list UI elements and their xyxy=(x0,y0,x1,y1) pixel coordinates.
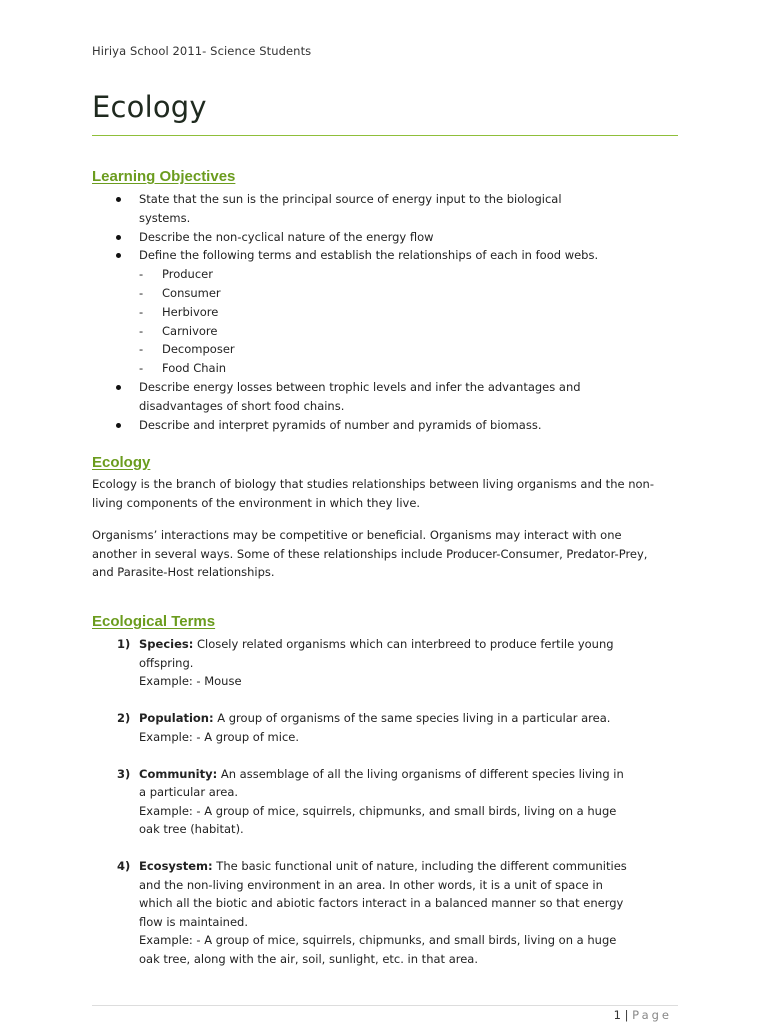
sublist-item: - Food Chain xyxy=(139,361,227,376)
bullet-icon xyxy=(116,253,121,258)
bullet-icon xyxy=(116,197,121,202)
ecology-interactions-paragraph: Organisms’ interactions may be competitive or beneficial. Organisms may interact with one another in several ways. Some of these relationships include Producer-Consumer, Predator-Prey, and Parasite-Host relationships. xyxy=(92,528,648,579)
list-item: State that the sun is the principal source of energy input to the biological systems. xyxy=(92,190,612,228)
term-label: Population: xyxy=(139,711,214,725)
term-label: Community: xyxy=(139,766,218,781)
running-header: Hiriya School 2011- Science Students xyxy=(92,44,312,58)
term-example: Example: - Mouse xyxy=(139,674,242,688)
term-definition: A group of organisms of the same species living in a particular area. xyxy=(213,711,611,725)
footer-divider xyxy=(92,1005,678,1006)
list-item: 4) Ecosystem: The basic functional unit of nature, including the different communities and the non-living environment in an area. In other words, it is a unit of space in which all the biotic and abiotic factors interact in a balanced manner so that energy flow is maintained. Example: - A group of mice, squirrels, chipmunks, and small birds, living on a huge oak tree, along with the air, soil, sunlight, etc. in that area. xyxy=(117,859,627,966)
sublist-item: - Herbivore xyxy=(139,304,219,319)
title-divider xyxy=(92,135,678,136)
term-label: Ecosystem: xyxy=(139,859,213,873)
learning-objectives-heading: Learning Objectives xyxy=(92,168,236,185)
term-example: Example: - A group of mice, squirrels, chipmunks, and small birds, living on a huge oak tree, along with the air, soil, sunlight, etc. in that area. xyxy=(139,933,617,966)
bullet-icon xyxy=(116,235,121,240)
list-item: 2) Population: A group of organisms of the same species living in a particular area. Example: - A group of mice. xyxy=(117,711,611,744)
sublist-item: - Producer xyxy=(139,267,213,282)
sublist-item: - Carnivore xyxy=(139,323,218,338)
ecological-terms-list xyxy=(92,635,632,987)
ecology-heading: Ecology xyxy=(92,454,151,471)
sublist-item: - Decomposer xyxy=(139,342,235,357)
bullet-icon xyxy=(116,423,121,428)
term-example: Example: - A group of mice. xyxy=(139,729,299,744)
list-item: 1) Species: Closely related organisms which can interbreed to produce fertile young offspring. Example: - Mouse xyxy=(117,637,614,688)
list-item: 3) Community: An assemblage of all the living organisms of different species living in a particular area. Example: - A group of mice, squirrels, chipmunks, and small birds, living on a huge oak tree (habitat). xyxy=(117,766,624,836)
term-example: Example: - A group of mice, squirrels, chipmunks, and small birds, living on a huge oak tree (habitat). xyxy=(139,803,617,836)
term-definition: The basic functional unit of nature, including the different communities and the non-living environment in an area. In other words, it is a unit of space in which all the biotic and abiotic factors interact in a balanced manner so that energy flow is maintained. xyxy=(139,859,627,929)
learning-objectives-list xyxy=(92,190,612,434)
list-item: Describe and interpret pyramids of number and pyramids of biomass. xyxy=(92,416,612,435)
term-definition: An assemblage of all the living organisms of different species living in a particular area. xyxy=(139,766,624,799)
page-label: Page xyxy=(632,1008,672,1022)
bullet-icon xyxy=(116,385,121,390)
page-title: Ecology xyxy=(92,90,207,124)
page-footer xyxy=(614,1008,672,1022)
page-number: 1 xyxy=(613,1008,621,1022)
list-item: Define the following terms and establish the relationships of each in food webs. - Producer - Consumer - Herbivore - Carnivore - Decomposer - Food Chain xyxy=(92,246,612,378)
list-item: Describe the non-cyclical nature of the energy flow xyxy=(92,228,612,247)
ecological-terms-heading: Ecological Terms xyxy=(92,613,216,630)
footer-separator: | xyxy=(624,1008,629,1022)
term-label: Species: xyxy=(139,637,194,651)
term-definition: Closely related organisms which can interbreed to produce fertile young offspring. xyxy=(139,637,614,670)
sublist-item: - Consumer xyxy=(139,285,221,300)
terms-sublist xyxy=(139,265,612,378)
ecology-definition-paragraph: Ecology is the branch of biology that studies relationships between living organisms and the non-living components of the environment in which they live. xyxy=(92,477,654,510)
list-item: Describe energy losses between trophic levels and infer the advantages and disadvantages of short food chains. xyxy=(92,378,612,416)
